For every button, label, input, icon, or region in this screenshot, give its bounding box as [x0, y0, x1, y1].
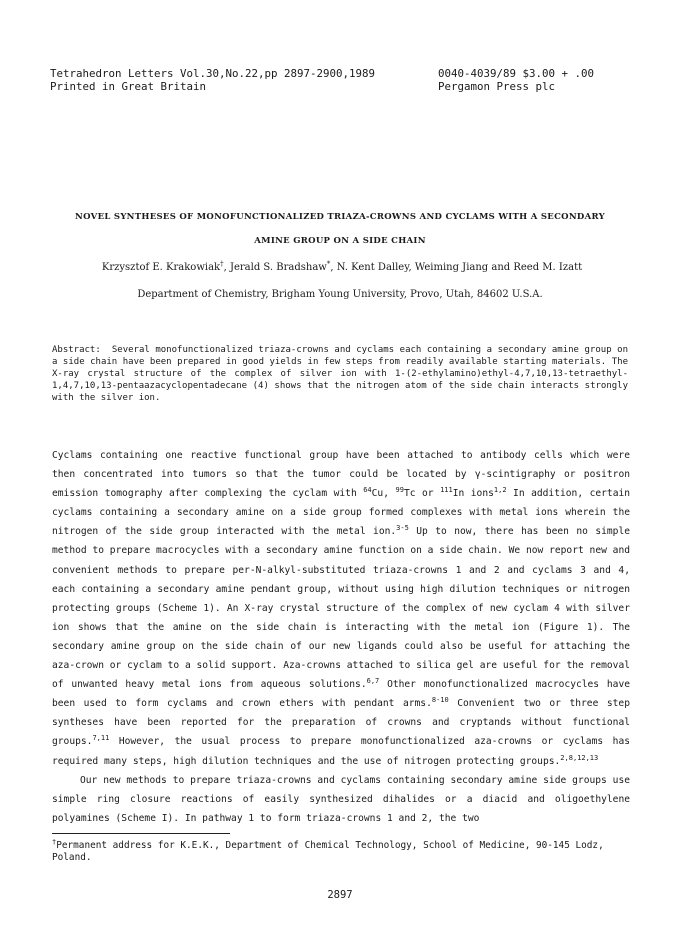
footnote-divider — [52, 833, 230, 834]
text-run: Up to now, there has been no simple method to prepare macrocycles with a secondary amine function on a side chain. We now report new and convenient methods to prepare per-N-alkyl-substituted triaza-crowns 1 and 2 and cyclams 3 and 4, each containing a secondary amine pendant group, without using high dilution techniques or nitrogen protecting groups (Scheme 1). An X-ray crystal structure of the complex of new cyclam 4 with silver ion shows that the amine on the side chain is interacting with the metal ion (Figure 1). The secondary amine group on the side chain of our new ligands could also be useful for attaching the aza-crown or cyclam to a solid support. Aza-crowns attached to silica gel are useful for the removal of unwanted heavy metal ions from aqueous solutions. — [52, 526, 631, 691]
footnote — [52, 840, 630, 864]
abstract — [52, 344, 628, 404]
reference-superscript: 1,2 — [493, 486, 507, 495]
reference-superscript: 8-10 — [431, 696, 449, 705]
text-run: However, the usual process to prepare monofunctionalized aza-crowns or cyclams has required many steps, high dilution techniques and the use of nitrogen protecting groups. — [52, 736, 630, 767]
paragraph-2: Our new methods to prepare triaza-crowns and cyclams containing secondary amine side groups use simple ring closure reactions of easily synthesized dihalides or a diacid and oligoethylene polyamines (Scheme I). In pathway 1 to form triaza-crowns 1 and 2, the two — [52, 774, 630, 824]
text-run: Cyclams containing one reactive functional group have been attached to antibody cells which were then concentrated into tumors so that the tumor could be located by γ-scintigraphy or positron emission tomography after complexing the cyclam with — [52, 450, 630, 500]
abstract-text: Several monofunctionalized triaza-crowns and cyclams each containing a secondary amine group on a side chain have been prepared in good yields in few steps from readily available starting materials. The X-ray crystal structure of the complex of silver ion with 1-(2-ethylamino)ethyl-4,7,10,13-tetraethyl-1,4,7,10,13-pentaazacyclopentadecane (4) shows that the nitrogen atom of the side chain interacts strongly with the silver ion. — [52, 345, 628, 403]
reference-superscript: 3-5 — [396, 524, 409, 533]
text-run: In addition, certain cyclams containing a secondary amine on a side group formed complexes with metal ions wherein the nitrogen of the side group interacted with the metal ion. — [52, 488, 631, 538]
text-run: Other monofunctionalized macrocycles have been used to form cyclams and crown ethers with pendant arms. — [52, 679, 630, 710]
page-number: 2897 — [327, 889, 353, 901]
publisher-info: 0040-4039/89 $3.00 + .00 Pergamon Press plc — [438, 67, 595, 93]
isotope-superscript: 99 — [395, 486, 404, 495]
abstract-label: Abstract: — [52, 345, 101, 355]
dagger-mark: † — [52, 838, 57, 846]
text-run: In ions — [452, 488, 494, 500]
isotope-superscript: 111 — [440, 486, 453, 495]
footnote-text: Permanent address for K.E.K., Department of Chemical Technology, School of Medicine, 90-145 Lodz, Poland. — [52, 840, 604, 863]
author-separator: , — [223, 262, 230, 273]
text-run: Convenient two or three step syntheses have been reported for the preparation of crowns and cryptands without functional groups. — [52, 698, 630, 748]
text-run: Tc or — [403, 488, 441, 500]
author-others: , N. Kent Dalley, Weiming Jiang and Reed M. Izatt — [330, 262, 583, 273]
journal-citation: Tetrahedron Letters Vol.30,No.22,pp 2897-2900,1989 Printed in Great Britain — [50, 67, 376, 93]
paragraph-1 — [52, 446, 630, 771]
corresponding-mark: * — [326, 260, 331, 268]
text-run: Cu, — [371, 488, 396, 500]
reference-superscript: 6,7 — [366, 677, 380, 686]
isotope-superscript: 64 — [363, 486, 372, 495]
author-list — [52, 262, 632, 273]
paper-title-line-1: NOVEL SYNTHESES OF MONOFUNCTIONALIZED TRIAZA-CROWNS AND CYCLAMS WITH A SECONDARY — [75, 212, 605, 222]
paper-title-line-2: AMINE GROUP ON A SIDE CHAIN — [254, 236, 426, 246]
author-krakowiak: Krzysztof E. Krakowiak — [101, 262, 221, 273]
affiliation: Department of Chemistry, Brigham Young University, Provo, Utah, 84602 U.S.A. — [137, 289, 543, 300]
dagger-mark: † — [220, 260, 224, 268]
reference-superscript: 7,11 — [92, 734, 110, 743]
reference-superscript: 2,8,12,13 — [560, 753, 599, 762]
body-text — [52, 446, 630, 828]
author-bradshaw: Jerald S. Bradshaw — [229, 262, 327, 273]
